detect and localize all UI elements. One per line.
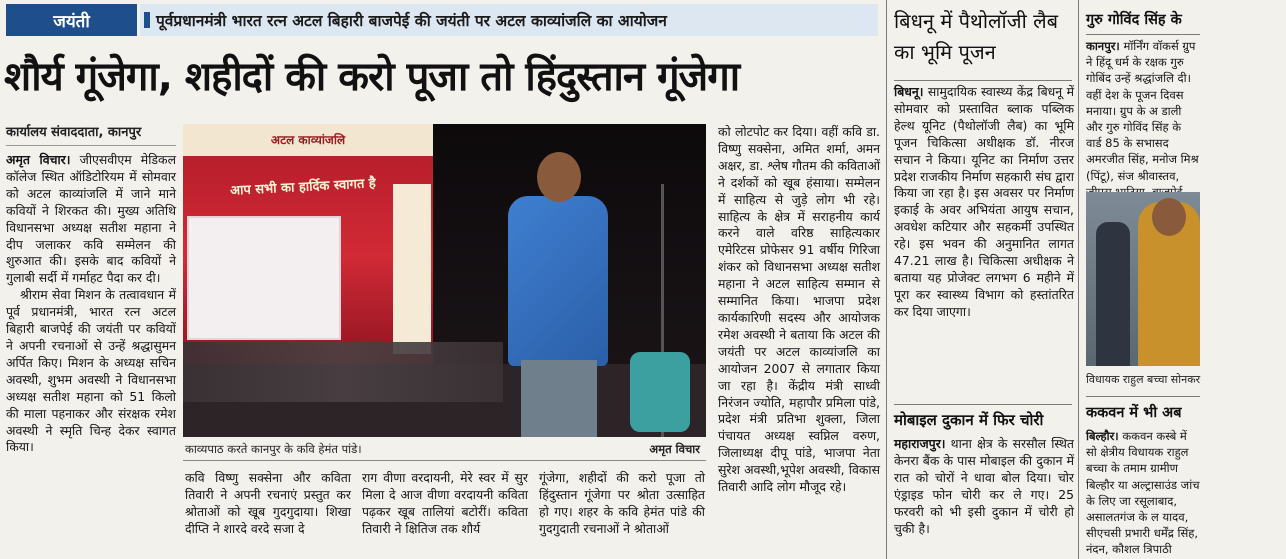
poet-head: [537, 152, 581, 202]
dateline: अमृत विचार।: [6, 152, 71, 167]
under-c2-text: राग वीणा वरदायनी, मेरे स्वर में सुर मिला दे आज वीणा वरदायनी कविता पढ़कर खूब तालियां बटोरीं। कविता तिवारी ने क्षितिज तक शौर्य: [362, 470, 528, 536]
column-1: [6, 152, 176, 557]
col1-para1: जीएसवीएम मेडिकल कॉलेज स्थित ऑडिटोरियम में सोमवार को अटल काव्यांजलि में जाने माने कवियों ने शिरकत की। मुख्य अतिथि विधानसभा अध्यक्ष सतीश महाना ने दीप जलाकर कवि सम्मेलन की शुरुआत की। इसके बाद कवियों ने गुलाबी सर्दी में गर्माहट पैदा कर दी।: [6, 152, 176, 286]
side1-body2-text: थाना क्षेत्र के सरसौल स्थित केनरा बैंक के पास मोबाइल की दुकान में रात को चोरों ने धावा बोल दिया। चोर एंड्राइड फोन चोरी कर ले गए। 25 फरवरी को भी इसी दुकान में चोरी हो चुकी है।: [894, 436, 1074, 536]
kicker-marker: [144, 12, 150, 28]
under-photo-column-3: [539, 470, 705, 558]
column-divider-2: [1078, 0, 1079, 559]
side2-body2-text: ककवन कस्बे में सो क्षेत्रीय विधायक राहुल बच्चा के तमाम ग्रामीण बिल्हौर या अल्ट्रासाउंड जांच के लिए जा रसूलाबाद, असालतगंज के ल यादव, सीएचसी प्रभारी धर्मेंद्र सिंह, नंदन, कौशल त्रिपाठी: [1086, 429, 1200, 557]
byline-rule: [6, 145, 176, 146]
side2-photo: [1086, 192, 1200, 366]
side1-body-2: [894, 436, 1074, 558]
side1-dateline2: महाराजपुर।: [894, 436, 946, 451]
main-photo: [183, 124, 706, 437]
kicker-text: पूर्वप्रधानमंत्री भारत रत्न अटल बिहारी बाजपेई की जयंती पर अटल काव्यांजलि का आयोजन: [156, 12, 667, 30]
byline-text: कार्यालय संवाददाता, कानपुर: [6, 125, 142, 140]
banner-top-text: अटल काव्यांजलि: [270, 133, 346, 147]
side2-caption-text: विधायक राहुल बच्चा सोनकर: [1086, 373, 1201, 386]
photo-caption-text: काव्यपाठ करते कानपुर के कवि हेमंत पांडे।: [185, 442, 362, 456]
side2-headline: [1086, 8, 1286, 32]
side-story-1: [890, 0, 1076, 559]
side1-body: [894, 84, 1074, 402]
side2-body-2: [1086, 428, 1200, 558]
side1-rule: [894, 80, 1072, 81]
under-c3-text: गूंजेगा, शहीदों की करो पूजा तो हिंदुस्तान गूंजेगा पर श्रोता उत्साहित हो गए। शहर के कवि हेमंत पांडे की गुदगुदाती रचनाओं ने श्रोताओं: [539, 470, 705, 536]
headline-text: शौर्य गूंजेगा, शहीदों की करो पूजा तो हिंदुस्तान गूंजेगा: [4, 54, 740, 100]
side2-rule-2: [1086, 396, 1200, 397]
poet-jacket: [508, 196, 608, 366]
side1-headline-text: बिधनू में पैथोलॉजी लैब का भूमि पूजन: [894, 9, 1059, 64]
side2-photo-face: [1152, 198, 1186, 236]
side2-headline2-text: ककवन में भी अब: [1086, 405, 1182, 421]
side2-body-text: मॉर्निंग वॉकर्स ग्रुप ने हिंदू धर्म के रक्षक गुरु गोबिंद उन्हें श्रद्धांजलि दी। वहीं देश के पूजन दिवस मनाया। ग्रुप के अ डाली और गुरु गोविंद सिंह के वार्ड 85 के सभासद अमरजीत सिंह, मनोज मिश्र (पिंटू), संज श्रीवास्तव,: [1086, 39, 1199, 183]
portrait-screen: [187, 216, 341, 340]
section-tag-text: जयंती: [53, 11, 90, 32]
poet-trousers: [521, 360, 597, 437]
banner-top-strip: [183, 124, 433, 156]
column-4: [718, 124, 880, 557]
col4-text: को लोटपोट कर दिया। वहीं कवि डा. विष्णु सक्सेना, अमित शर्मा, अमन अक्षर, डा. श्लेष गौतम की कविताओं ने दर्शकों को खूब हंसाया। सम्मेलन में साहित्य से जुड़े लोग भी रहे। साहित्य के क्षेत्र में सराहनीय कार्य करने वाले वरिष्ठ साहित्यकार एमेरिटस प्रोफेसर 91 वर्षीय गिरिजा शंकर को विधानसभा अध्यक्ष सतीश महाना ने अटल साहित्य सम्मान से सम्मानित किया। भाजपा प्रदेश कार्यकारिणी सदस्य और आयोजक रमेश अवस्थी ने बताया कि अटल की जयंती पर अटल काव्यांजलि का आयोजन 2007 से लगातार किया जा रहा है। केंद्रीय मंत्री साध्वी निरंजन ज्योति, महापौर प्रमिला पांडे, प्रदेश मंत्री प्रतिभा शुक्ला, जिला पंचायत अध्यक्ष स्वप्निल वरुण, जिलाध्यक्ष दीपू पांडे, भाजपा नेता सुरेश अवस्थी,भूपेश अवस्थी, विकास तिवारी आदि लोग मौजूद रहे।: [718, 124, 880, 495]
side2-caption: [1086, 370, 1286, 390]
kicker-bar: [140, 4, 878, 36]
banner-welcome-text: आप सभी का हार्दिक स्वागत है: [229, 176, 377, 199]
side2-dateline: कानपुर।: [1086, 39, 1120, 53]
photo-caption: [183, 438, 706, 461]
side1-headline2-text: मोबाइल दुकान में फिर चोरी: [894, 411, 1044, 429]
side1-rule-2: [894, 404, 1072, 405]
headline: [4, 46, 884, 110]
side-story-2: [1082, 0, 1200, 559]
side1-body-text: सामुदायिक स्वास्थ्य केंद्र बिधनू में सोमवार को प्रस्तावित ब्लाक पब्लिक हेल्थ यूनिट (पैथोलॉजी लैब) का भूमि पूजन चिकित्सा अधीक्षक डॉ. नीरज सचान ने किया। यूनिट का निर्माण उत्तर प्रदेश राजकीय निर्माण सहकारी संघ द्वारा किया जा रहा है। इस अवसर पर निर्माण इकाई के अवर अभियंता आयुष सचान, अवधेश कटियार और सहकर्मी उपस्थित रहे। इस भवन की अनुमानित लागत 47.21 लाख है। चिकित्सा अधीक्षक ने बताया यह प्रोजेक्ट लगभग 6 महीने में पूरा कर स्वास्थ्य विभाग को हस्तांतरित कर दिया जाएगा।: [894, 84, 1074, 319]
column-divider-1: [886, 0, 887, 559]
under-c1-text: कवि विष्णु सक्सेना और कविता तिवारी ने अपनी रचनाएं प्रस्तुत कर श्रोताओं को खूब गुदगुदाया। शिखा दीप्ति ने शारदे वरदे सजा दे: [185, 470, 351, 536]
side2-photo-person-1: [1096, 222, 1130, 366]
side-standee: [393, 184, 431, 354]
under-photo-column-1: [185, 470, 351, 558]
side1-headline: [894, 6, 1072, 76]
side1-dateline: बिधनू।: [894, 84, 924, 99]
byline: [6, 122, 181, 142]
side2-body: [1086, 38, 1200, 184]
side2-headline-text: गुरु गोविंद सिंह के: [1086, 12, 1182, 28]
side2-rule: [1086, 34, 1200, 35]
side2-dateline2: बिल्हौर।: [1086, 429, 1119, 443]
guests-row: [183, 342, 503, 402]
photo-credit: अमृत विचार: [649, 442, 700, 456]
col1-para2: श्रीराम सेवा मिशन के तत्वावधान में पूर्व प्रधानमंत्री, भारत रत्न अटल बिहारी बाजपेई की जयंती पर कवियों ने अपनी रचनाओं से उन्हें श्रद्धासुमन अर्पित किए। मिशन के अध्यक्ष सचिन अवस्थी, शुभम अवस्थी ने विधानसभा अध्यक्ष सतीश महाना को 51 किलो की माला पहनाकर और संरक्षक रमेश अवस्थी ने स्मृति चिन्ह देकर स्वागत किया।: [6, 287, 176, 455]
side1-headline-2: [894, 408, 1074, 432]
section-tag: [6, 4, 137, 36]
guest-right: [630, 352, 690, 432]
under-photo-column-2: [362, 470, 528, 558]
side2-headline-2: [1086, 402, 1286, 424]
